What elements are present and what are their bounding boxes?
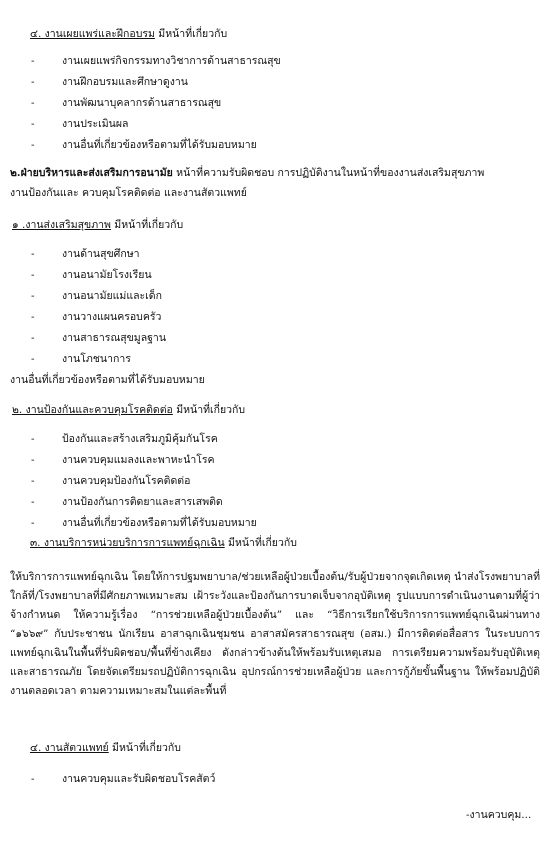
- list-item: ป้องกันและสร้างเสริมภูมิคุ้มกันโรค: [62, 433, 218, 445]
- department2-heading: [10, 166, 484, 180]
- section4-heading-rest: มีหน้าที่เกี่ยวกับ: [154, 28, 228, 40]
- list-item: งานสาธารณสุขมูลฐาน: [62, 332, 167, 344]
- sub1-tail: งานอื่นที่เกี่ยวข้องหรือตามที่ได้รับมอบหมาย: [10, 374, 205, 386]
- page-continuation: -งานควบคุม...: [466, 809, 532, 821]
- list-bullet: -: [31, 475, 35, 487]
- list-bullet: -: [31, 454, 35, 466]
- list-bullet: -: [31, 118, 35, 130]
- section4-heading-title: ๔. งานเผยแพร่และฝึกอบรม: [30, 28, 155, 40]
- list-bullet: -: [31, 97, 35, 109]
- list-item: งานควบคุมแมลงและพาหะนำโรค: [62, 454, 215, 466]
- sub1-heading: [12, 218, 183, 232]
- list-item: งานวางแผนครอบครัว: [62, 311, 162, 323]
- list-item: งานควบคุมและรับผิดชอบโรคสัตว์: [62, 773, 216, 785]
- sub4-heading-rest: มีหน้าที่เกี่ยวกับ: [108, 742, 181, 754]
- list-bullet: -: [31, 433, 35, 445]
- list-item: งานเผยแพร่กิจกรรมทางวิชาการด้านสาธารณสุข: [62, 55, 281, 67]
- list-item: งานควบคุมป้องกันโรคติดต่อ: [62, 475, 191, 487]
- list-item: งานอื่นที่เกี่ยวข้องหรือตามที่ได้รับมอบหมาย: [62, 139, 257, 151]
- list-bullet: -: [31, 269, 35, 281]
- list-bullet: -: [31, 76, 35, 88]
- list-item: งานด้านสุขศึกษา: [62, 248, 140, 260]
- list-bullet: -: [31, 290, 35, 302]
- list-bullet: -: [31, 332, 35, 344]
- sub3-paragraph: ให้บริการการแพทย์ฉุกเฉิน โดยให้การปฐมพยาบาล/ช่วยเหลือผู้ป่วยเบื้องต้น/รับผู้ป่วยจากจุดเกิดเหตุ นำส่งโรงพยาบาลที่ใกล้ที่/โรงพยาบาลที่มีศักยภาพเหมาะสม เฝ้าระวังและป้องกันการบาดเจ็บจากอุบัติเหตุ รูปแบบการดำเนินงานตามที่ผู้ว่าจ้างกำหนด ให้ความรู้เรื่อง “การช่วยเหลือผู้ป่วยเบื้องต้น” และ “วิธีการเรียกใช้บริการการแพทย์ฉุกเฉินผ่านทาง “๑๖๖๙” กับประชาชน นักเรียน อาสาฉุกเฉินชุมชน อาสาสมัครสาธารณสุข (อสม.) มีการติดต่อสื่อสาร ในระบบการแพทย์ฉุกเฉินในพื้นที่รับผิดชอบ/พื้นที่ข้างเคียง ดังกล่าวข้างต้นให้พร้อมรับเหตุเสมอ การเตรียมความพร้อมรับอุบัติเหตุ และสาธารณภัย โดยจัดเตรียมรถปฏิบัติการฉุกเฉิน อุปกรณ์การช่วยเหลือผู้ป่วย และการกู้ภัยขั้นพื้นฐาน ให้พร้อมปฏิบัติงานตลอดเวลา ตามความเหมาะสมในแต่ละพื้นที่: [10, 571, 540, 697]
- sub3-heading: [30, 536, 297, 550]
- sub3-heading-rest: มีหน้าที่เกี่ยวกับ: [224, 537, 297, 549]
- department2-title: ๒.ฝ่ายบริหารและส่งเสริมการอนามัย: [10, 167, 173, 179]
- list-item: งานพัฒนาบุคลากรด้านสาธารณสุข: [62, 97, 222, 109]
- list-bullet: -: [31, 139, 35, 151]
- department2-description-line2: งานป้องกันและ ควบคุมโรคติดต่อ และงานสัตวแพทย์: [10, 187, 247, 199]
- list-item: งานประเมินผล: [62, 118, 129, 130]
- list-bullet: -: [31, 496, 35, 508]
- list-item: งานฝึกอบรมและศึกษาดูงาน: [62, 76, 188, 88]
- list-bullet: -: [31, 55, 35, 67]
- list-item: งานอนามัยแม่และเด็ก: [62, 290, 162, 302]
- sub1-heading-title: ๑ .งานส่งเสริมสุขภาพ: [12, 219, 111, 231]
- list-item: งานป้องกันการติดยาและสารเสพติด: [62, 496, 223, 508]
- sub2-heading-rest: มีหน้าที่เกี่ยวกับ: [172, 404, 246, 416]
- sub4-heading: [30, 741, 181, 755]
- sub2-heading: [12, 403, 245, 417]
- list-bullet: -: [31, 353, 35, 365]
- list-item: งานโภชนาการ: [62, 353, 131, 365]
- sub4-heading-title: ๔. งานสัตวแพทย์: [30, 742, 109, 754]
- sub1-heading-rest: มีหน้าที่เกี่ยวกับ: [110, 219, 184, 231]
- list-bullet: -: [31, 311, 35, 323]
- sub3-heading-title: ๓. งานบริการหน่วยบริการการแพทย์ฉุกเฉิน: [30, 537, 225, 549]
- section4-heading: [30, 27, 227, 41]
- sub2-heading-title: ๒. งานป้องกันและควบคุมโรคติดต่อ: [12, 404, 173, 416]
- list-item: งานอื่นที่เกี่ยวข้องหรือตามที่ได้รับมอบหมาย: [62, 517, 257, 529]
- list-bullet: -: [31, 773, 35, 785]
- list-bullet: -: [31, 517, 35, 529]
- list-bullet: -: [31, 248, 35, 260]
- list-item: งานอนามัยโรงเรียน: [62, 269, 152, 281]
- department2-description: หน้าที่ความรับผิดชอบ การปฏิบัติงานในหน้าที่ของงานส่งเสริมสุขภาพ: [172, 167, 485, 179]
